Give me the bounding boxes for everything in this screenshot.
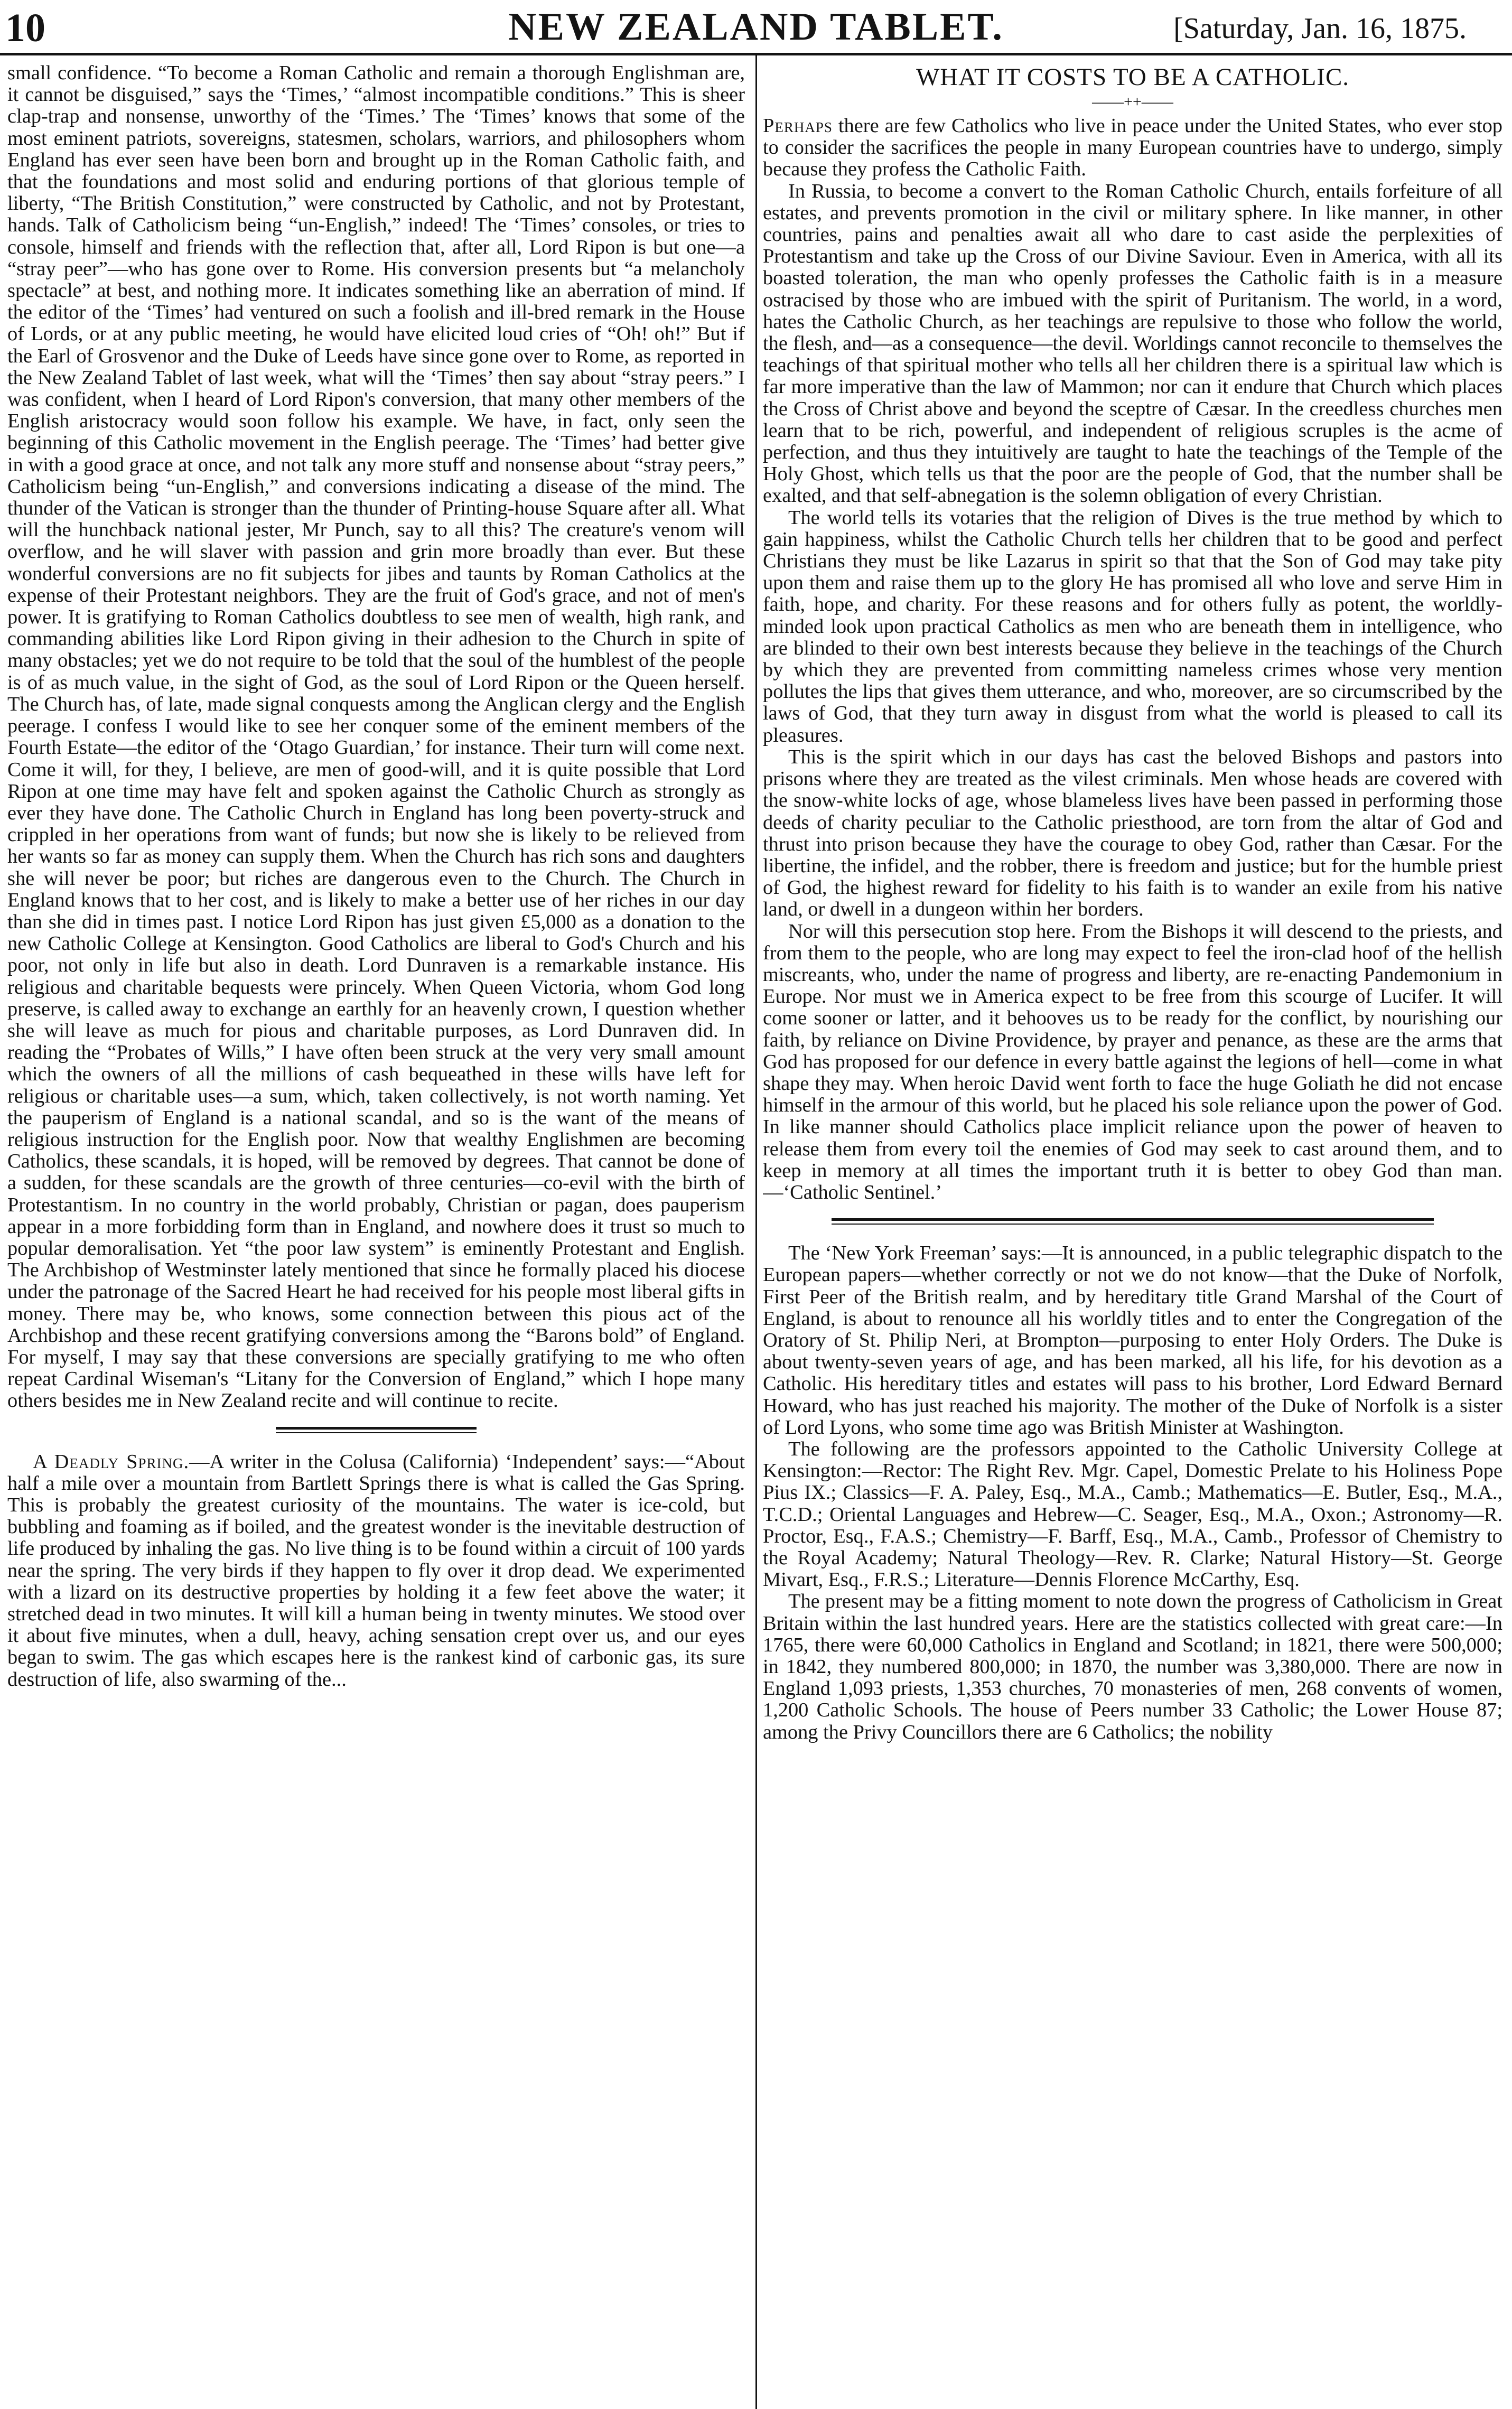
newspaper-title: NEW ZEALAND TABLET. bbox=[508, 5, 1004, 49]
column-divider bbox=[755, 55, 757, 2409]
article-lead: A Deadly Spring. bbox=[33, 1450, 190, 1473]
article-paragraph: In Russia, to become a convert to the Roman Catholic Church, entails forfeiture of all estates, and prevents promotion in the civil or military sphere. In like manner, in other countries, pains and penalties await all who dare to cast aside the perplexities of Protestantism and take up the Cross of our Divine Saviour. Even in America, with all its boasted toleration, the man who openly professes the Catholic faith is in a measure ostracised by those who are imbued with the spirit of Puritanism. The world, in a word, hates the Catholic Church, as her teachings are repulsive to those who follow the world, the flesh, and—as a consequence—the devil. Worldings cannot reconcile to themselves the teachings of that spiritual mother who tells all her children there is a spiritual law which is far more imperative than the law of Mammon; nor can it endure that Church which places the Cross of Christ above and beyond the sceptre of Cæsar. In the creedless churches men learn that to be rich, powerful, and independent of religious scruples is the acme of perfection, and thus they intuitively are taught to hate the teachings of the Temple of the Holy Ghost, which tells us that the poor are the people of God, that the number shall be exalted, and that self-abnegation is the solemn obligation of every Christian. bbox=[763, 180, 1502, 507]
article-catholic-costs bbox=[763, 62, 1502, 1203]
masthead bbox=[0, 0, 1512, 55]
article-paragraph: Nor will this persecution stop here. From the Bishops it will descend to the priests, and from them to the people, who are long may expect to feel the iron-clad hoof of the hellish miscreants, who, under the name of progress and liberty, are re-enacting Pandemonium in Europe. Nor must we in America expect to be free from this scourge of Lucifer. It will come sooner or latter, and it behooves us to be ready for the conflict, by nourishing our faith, by reliance on Divine Providence, by prayer and penance, as these are the arms that God has proposed for our defence in every battle against the legions of hell—come in what shape they may. When heroic David went forth to face the huge Goliath he did not encase himself in the armour of this world, but he placed his sole reliance upon the power of God. In like manner should Catholics place implicit reliance upon the power of heaven to release them from every toil the enemies of God may seek to cast around them, and to keep in memory at all times the important truth it is better to obey God than man.—‘Catholic Sentinel.’ bbox=[763, 920, 1502, 1203]
news-items bbox=[763, 1243, 1502, 1743]
news-paragraph: The ‘New York Freeman’ says:—It is announced, in a public telegraphic dispatch to the European papers—whether correctly or not we do not know—that the Duke of Norfolk, First Peer of the British realm, and by hereditary title Grand Marshal of the Court of England, is about to renounce all his worldly titles and to enter the Congregation of the Oratory of St. Philip Neri, at Brompton—purposing to enter Holy Orders. The Duke is about twenty-seven years of age, and has been marked, all his life, for his devotion as a Catholic. His hereditary titles and estates will pass to his brother, Lord Edward Bernard Howard, who has just reached his majority. The mother of the Duke of Norfolk is a sister of Lord Lyons, who some time ago was British Minister at Washington. bbox=[763, 1242, 1502, 1439]
heading-ornament: ——++—— bbox=[1092, 93, 1173, 110]
right-column bbox=[763, 62, 1502, 2409]
article-paragraph: small confidence. “To become a Roman Catholic and remain a thorough Englishman are, it cannot be disguised,” says the ‘Times,’ “almost incompatible conditions.” This is sheer clap-trap and nonsense, unworthy of the ‘Times.’ The ‘Times’ knows that some of the most eminent patriots, sovereigns, statesmen, scholars, warriors, and philosophers whom England has ever seen have been born and brought up in the Roman Catholic faith, and that the foundations and most solid and enduring portions of that glorious temple of liberty, “The British Constitution,” were constructed by Catholic, and not by Protestant, hands. Talk of Catholicism being “un-English,” indeed! The ‘Times’ consoles, or tries to console, himself and friends with the reflection that, after all, Lord Ripon is but one—a “stray peer”—who has gone over to Rome. His conversion presents but “a melancholy spectacle” at best, and nothing more. It indicates something like an aberration of mind. If the editor of the ‘Times’ had ventured on such a foolish and ill-bred remark in the House of Lords, or at any public meeting, he would have elicited loud cries of “Oh! oh!” But if the Earl of Grosvenor and the Duke of Leeds have since gone over to Rome, as reported in the New Zealand Tablet of last week, what will the ‘Times’ then say about “stray peers.” I was confident, when I heard of Lord Ripon's conversion, that many other members of the English aristocracy would soon follow his example. We have, in fact, only seen the beginning of this Catholic movement in the English peerage. The ‘Times’ had better give in with a good grace at once, and not talk any more stuff and nonsense about “stray peers,” Catholicism being “un-English,” and conversions indicating a disease of the mind. The thunder of the Vatican is stronger than the thunder of Printing-house Square after all. What will the hunchback national jester, Mr Punch, say to all this? The creature's venom will overflow, and he will slaver with passion and grin more broadly than ever. But these wonderful conversions are no fit subjects for jibes and taunts by Roman Catholics at the expense of their Protestant neighbors. They are the fruit of God's grace, and not of men's power. It is gratifying to Roman Catholics doubtless to see men of wealth, high rank, and commanding abilities like Lord Ripon giving in their adhesion to the Church in spite of many obstacles; yet we do not require to be told that the soul of the humblest of the people is of as much value, in the sight of God, as the soul of Lord Ripon or the Queen herself. The Church has, of late, made signal conquests among the Anglican clergy and the English peerage. I confess I would like to see her conquer some of the eminent members of the Fourth Estate—the editor of the ‘Otago Guardian,’ for instance. Their turn will come next. Come it will, for they, I believe, are men of good-will, and it is quite possible that Lord Ripon at one time may have felt and spoken against the Catholic Church as strongly as ever they have done. The Catholic Church in England has long been poverty-struck and crippled in her operations from want of funds; but now she is likely to be relieved from her wants so far as money can supply them. When the Church has rich sons and daughters she will never be poor; but riches are dangerous even to the Church. The Church in England knows that to her cost, and is likely to make a better use of her riches in our day than she did in times past. I notice Lord Ripon has just given £5,000 as a donation to the new Catholic College at Kensington. Good Catholics are liberal to God's Church and his poor, not only in life but also in death. Lord Dunraven is a remarkable instance. His religious and charitable bequests were princely. When Queen Victoria, whom God long preserve, is called away to exchange an earthly for an heavenly crown, I question whether she will leave as much for pious and charitable purposes, as Lord Dunraven did. In reading the “Probates of Wills,” I have often been struck at the very very small amount which the owners of all the millions of cash bequeathed in these wills have left for religious or charitable uses—a sum, which, taken collectively, is not worth naming. Yet the pauperism of England is a national scandal, and so is the want of the means of religious instruction for the English poor. Now that wealthy Englishmen are becoming Catholics, these scandals, it is hoped, will be removed by degrees. That cannot be done of a sudden, for these scandals are the growth of three centuries—co-evil with the birth of Protestantism. In no country in the world probably, Christian or pagan, does pauperism appear in a more forbidding form than in England, and nowhere does it trust so much to popular demoralisation. Yet “the poor law system” is eminently Protestant and English. The Archbishop of Westminster lately mentioned that since he formally placed his diocese under the patronage of the Sacred Heart he had received for his people most liberal gifts in money. There may be, who knows, some connection between this pious act of the Archbishop and these recent gratifying conversions among the “Barons bold” of England. For myself, I may say that these conversions are specially gratifying to me who often repeat Cardinal Wiseman's “Litany for the Conversion of England,” which I hope many others besides me in New Zealand recite and will continue to recite. bbox=[7, 62, 745, 1412]
news-paragraph: The following are the professors appointed to the Catholic University College at Kensington:—Rector: The Right Rev. Mgr. Capel, Domestic Prelate to his Holiness Pope Pius IX.; Classics—F. A. Paley, Esq., M.A., Camb.; Mathematics—E. Butler, Esq., M.A., T.C.D.; Oriental Languages and Hebrew—C. Seager, Esq., M.A., Oxon.; Astronomy—R. Proctor, Esq., F.A.S.; Chemistry—F. Barff, Esq., M.A., Camb., Professor of Chemistry to the Royal Academy; Natural Theology—Rev. R. Clarke; Natural History—St. George Mivart, Esq., F.R.S.; Literature—Dennis Florence McCarthy, Esq. bbox=[763, 1437, 1502, 1591]
news-paragraph: The present may be a fitting moment to note down the progress of Catholicism in Great Britain within the last hundred years. Here are the statistics collected with great care:—In 1765, there were 60,000 Catholics in England and Scotland; in 1821, there were 500,000; in 1842, they numbered 800,000; in 1870, the number was 3,380,000. There are now in England 1,093 priests, 1,353 churches, 70 monasteries of men, 268 convents of women, 1,200 Catholic Schools. The house of Peers number 33 Catholic; the Lower House 87; among the Privy Councillors there are 6 Catholics; the nobility bbox=[763, 1590, 1502, 1743]
article-paragraph: The world tells its votaries that the religion of Dives is the true method by which to gain happiness, whilst the Catholic Church tells her children that to be good and perfect Christians they must be like Lazarus in spirit so that that the Son of God may take pity upon them and raise them up to the glory He has promised all who love and serve Him in faith, hope, and charity. For these reasons and for others fully as potent, the worldly-minded look upon practical Catholics as men who are beneath them in intelligence, who are blinded to their own best interests because they believe in the teachings of the Church by which they are prevented from committing nameless crimes whose very mention pollutes the lips that gives them utterance, and who, moreover, are so circumscribed by the laws of God, that they turn away in disgust from what the world is pleased to call its pleasures. bbox=[763, 506, 1502, 746]
article-paragraph: This is the spirit which in our days has cast the beloved Bishops and pastors into prisons where they are treated as the vilest criminals. Men whose heads are covered with the snow-white locks of age, whose blameless lives have been passed in performing those deeds of charity peculiar to the Catholic priesthood, are torn from the altar of God and thrust into prison because they have the courage to obey God, rather than Cæsar. For the libertine, the infidel, and the robber, there is freedom and justice; but for the humble priest of God, the highest reward for fidelity to his faith is to wander an exile from his native land, or dwell in a dungeon within her borders. bbox=[763, 745, 1502, 921]
article-separator bbox=[276, 1427, 477, 1433]
article-letter-continued bbox=[7, 62, 745, 1412]
left-column bbox=[7, 62, 745, 2409]
article-separator bbox=[832, 1218, 1434, 1225]
article-paragraph: —A writer in the Colusa (California) ‘Independent’ says:—“About half a mile over a mountain from Bartlett Springs there is what is called the Gas Spring. This is probably the greatest curiosity of the mountains. The water is ice-cold, but bubbling and foaming as if boiled, and the greatest wonder is the inevitable destruction of life produced by inhaling the gas. No live thing is to be found within a circuit of 100 yards near the spring. The very birds if they happen to fly over it drop dead. We experimented with a lizard on its destructive properties by holding it a few feet above the water; it stretched dead in two minutes. It will kill a human being in twenty minutes. We stood over it about five minutes, when a dull, heavy, aching sensation crept over us, and our eyes began to swim. The gas which escapes here is the rankest kind of carbonic gas, its sure destruction of life, also swarming of the... bbox=[7, 1450, 745, 1691]
article-deadly-spring bbox=[7, 1451, 745, 1691]
article-lead: Perhaps bbox=[763, 115, 833, 137]
issue-date: [Saturday, Jan. 16, 1875. bbox=[1173, 12, 1467, 45]
page-number: 10 bbox=[5, 6, 45, 50]
article-paragraph: there are few Catholics who live in peace under the United States, who ever stop to consider the sacrifices the people in many European countries have to undergo, simply because they profess the Catholic Faith. bbox=[763, 115, 1502, 181]
article-heading: WHAT IT COSTS TO BE A CATHOLIC. bbox=[916, 63, 1350, 91]
